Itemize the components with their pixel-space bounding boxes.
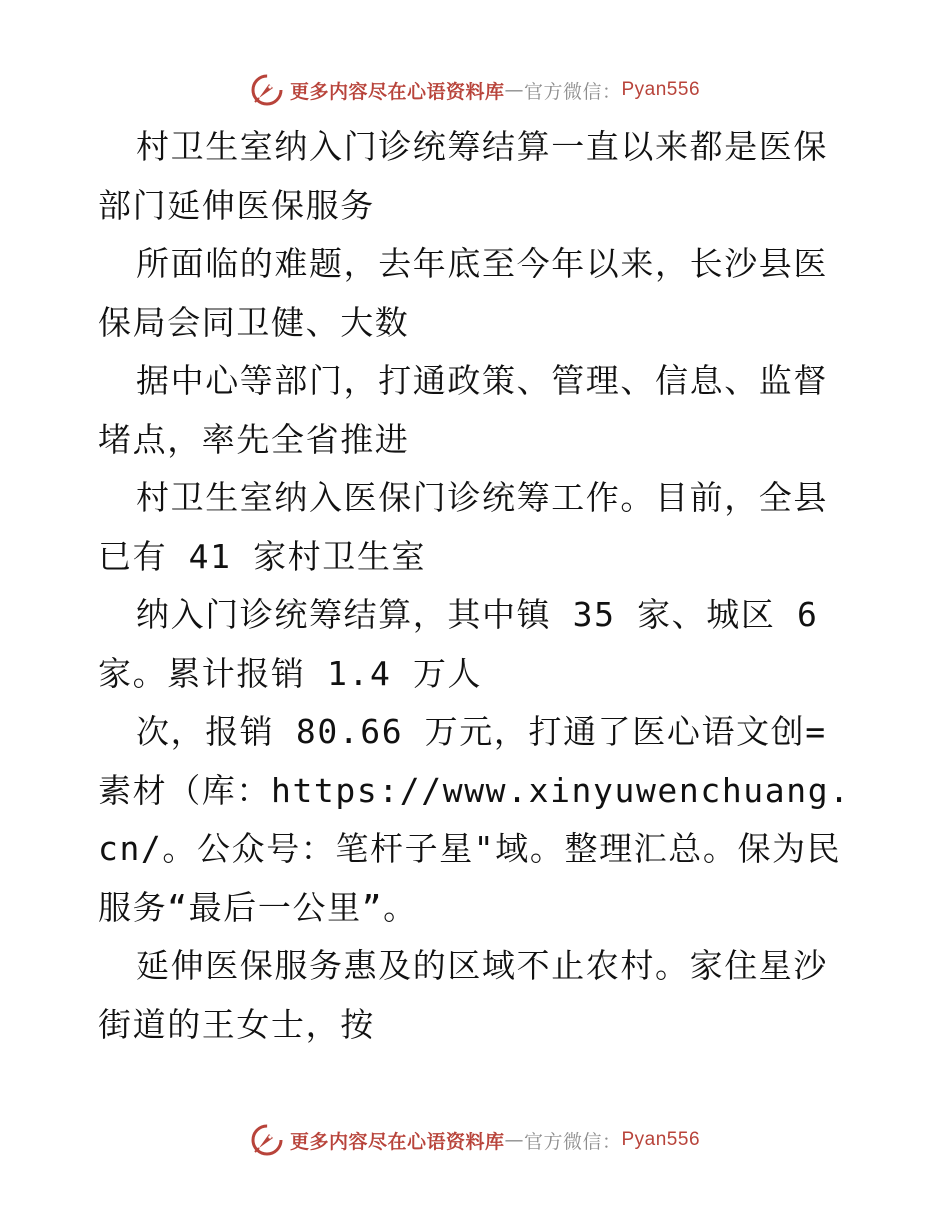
footer-separator: — — [504, 1129, 524, 1151]
pen-nib-icon — [250, 1123, 284, 1157]
pen-nib-icon — [250, 73, 284, 107]
paragraph-3: 据中心等部门，打通政策、管理、信息、监督堵点，率先全省推进 — [98, 361, 828, 459]
header-separator: — — [504, 79, 524, 101]
paragraph-6: 次，报销 80.66 万元，打通了医心语文创=素材（库：https://www.xinyuwenchuang.cn/。公众号：笔杆子星"域。整理汇总。保为民服务“最后一公里”。 — [98, 712, 851, 927]
header-wechat-id: Pyan556 — [621, 79, 701, 100]
paragraph-1: 村卫生室纳入门诊统筹结算一直以来都是医保部门延伸医保服务 — [98, 127, 828, 225]
footer-brand: 更多内容尽在心语资料库 — [289, 1130, 505, 1153]
paragraph-7: 延伸医保服务惠及的区域不止农村。家住星沙街道的王女士，按 — [98, 946, 828, 1044]
paragraph-4: 村卫生室纳入医保门诊统筹工作。目前，全县已有 41 家村卫生室 — [98, 478, 828, 576]
header-banner — [0, 70, 950, 110]
paragraph-2: 所面临的难题，去年底至今年以来，长沙县医保局会同卫健、大数 — [98, 244, 828, 342]
footer-banner — [0, 1120, 950, 1160]
header-brand: 更多内容尽在心语资料库 — [289, 80, 505, 103]
footer-wechat-label: 官方微信： — [523, 1130, 622, 1153]
footer-wechat-id: Pyan556 — [621, 1129, 701, 1150]
paragraph-5: 纳入门诊统筹结算，其中镇 35 家、城区 6 家。累计报销 1.4 万人 — [98, 595, 819, 693]
document-body — [98, 118, 858, 1054]
header-wechat-label: 官方微信： — [523, 80, 622, 103]
